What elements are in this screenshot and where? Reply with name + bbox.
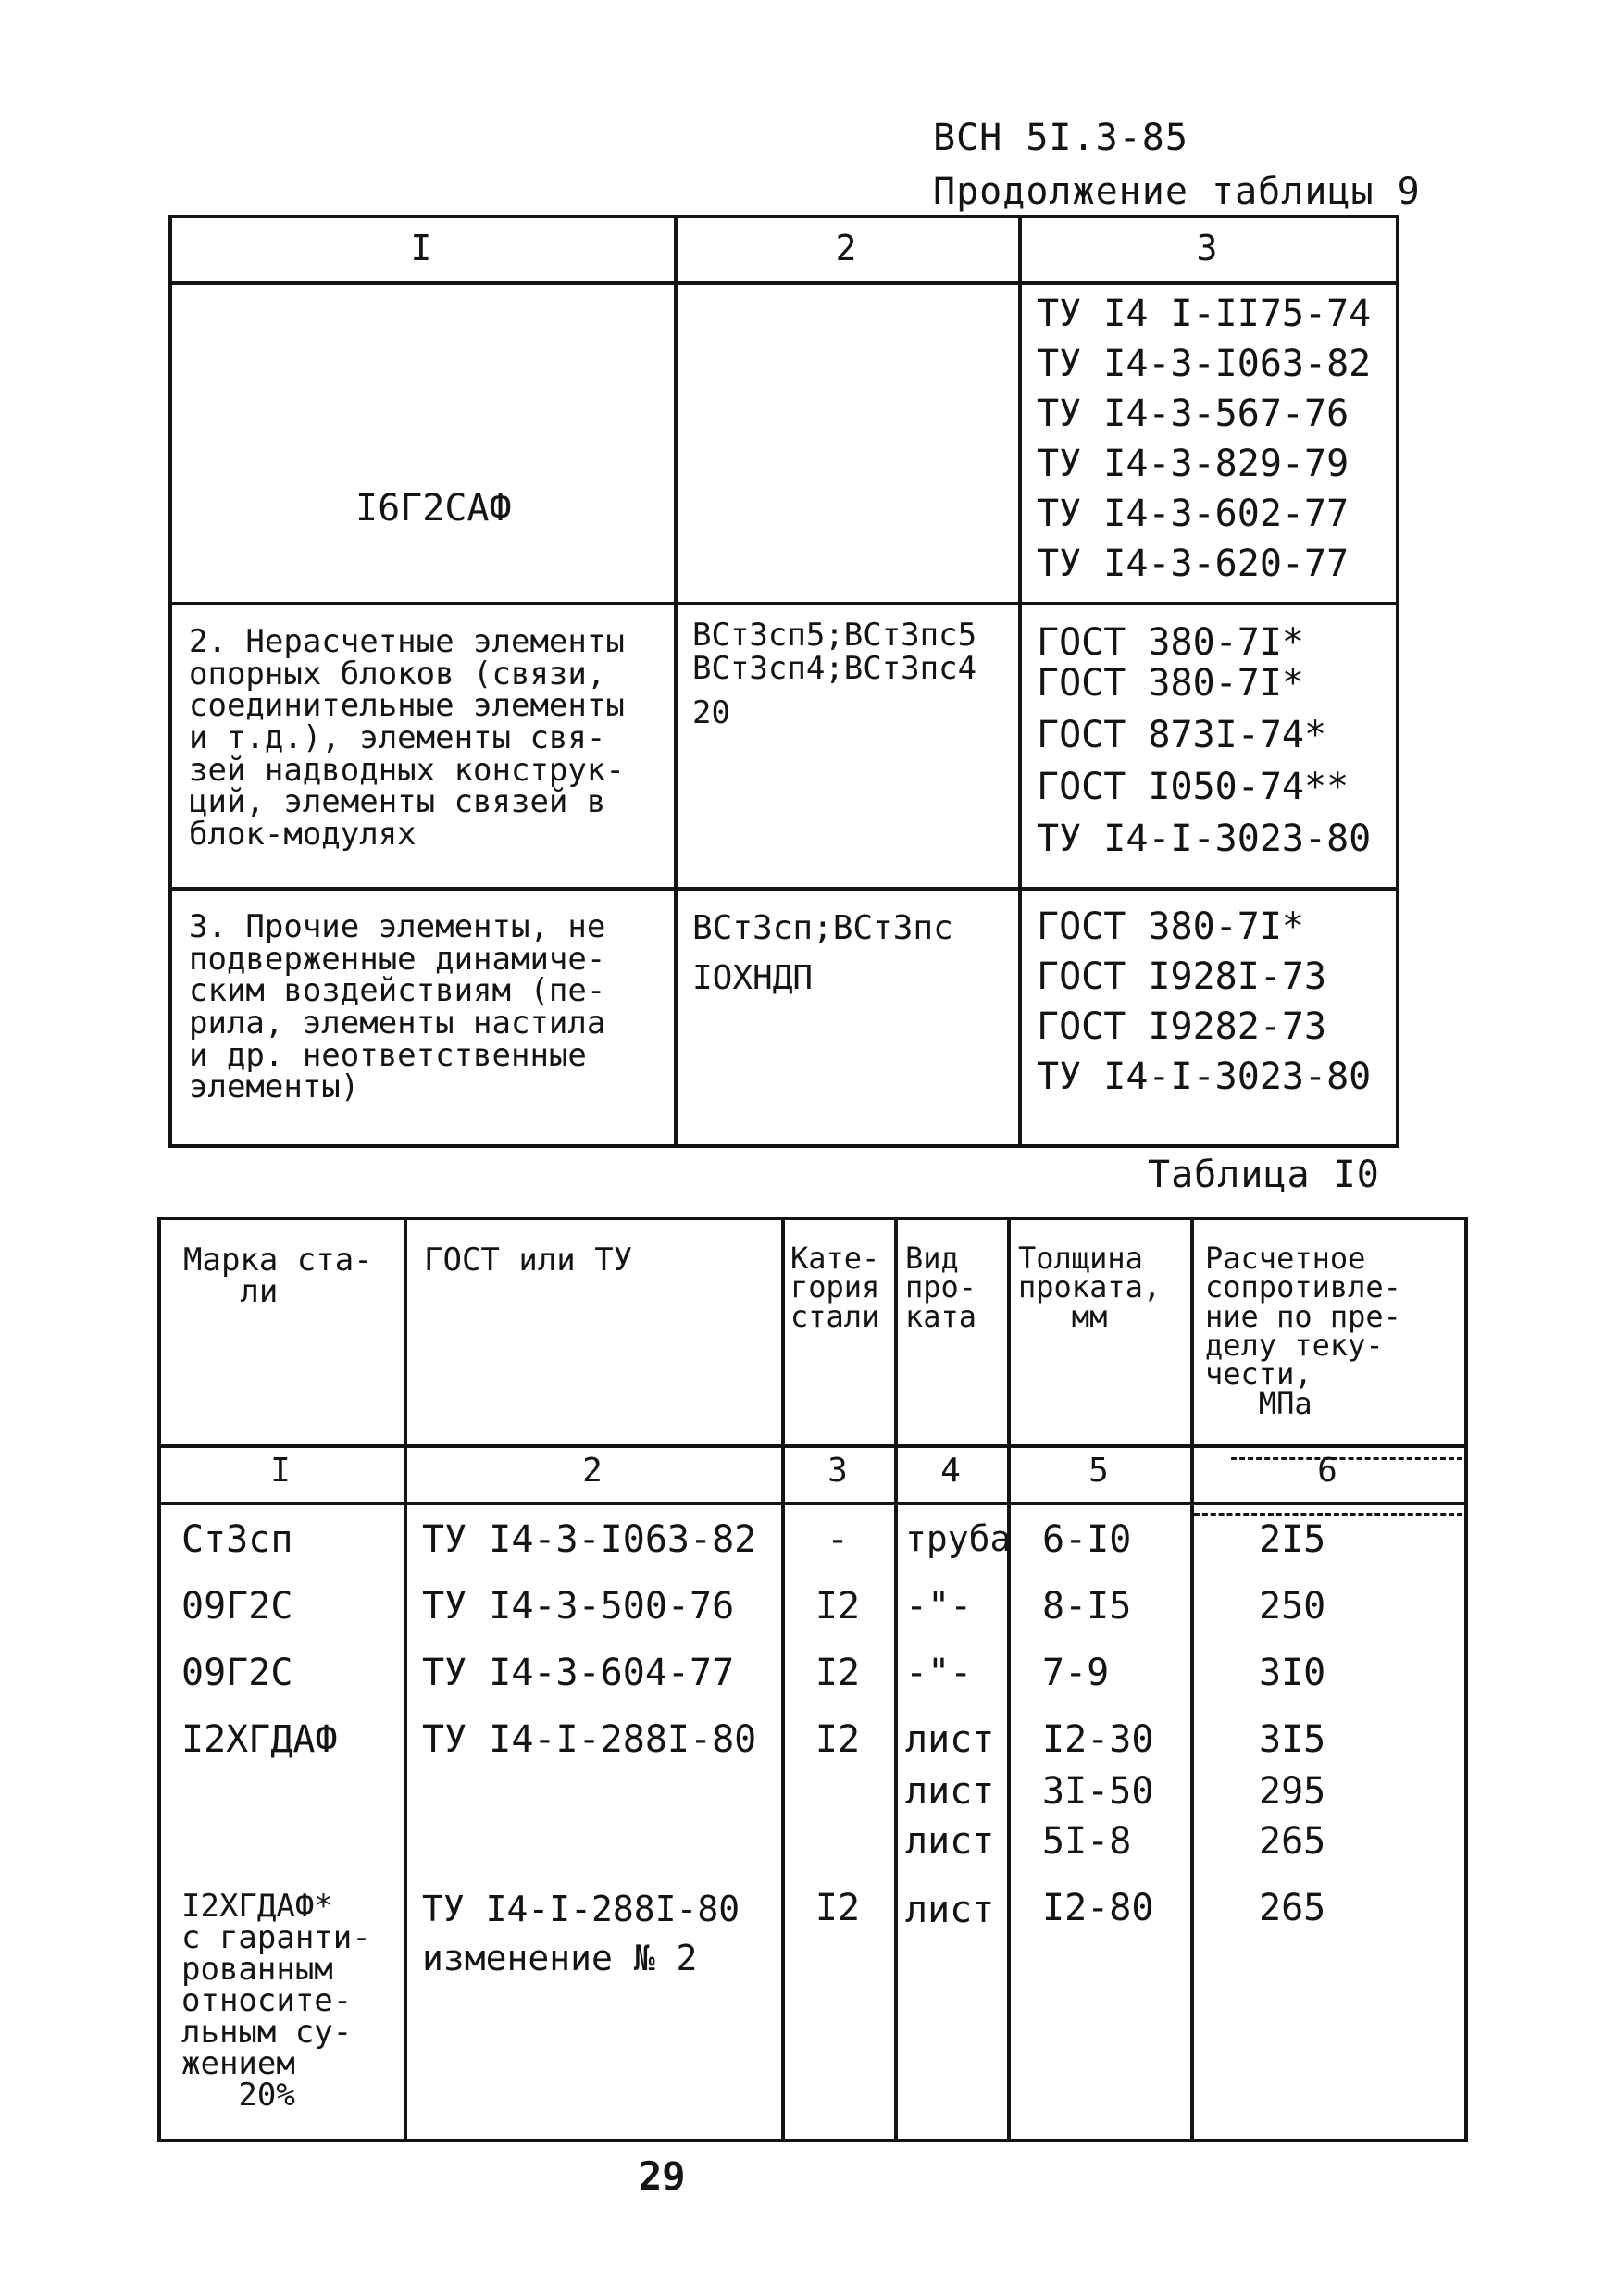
list-item: ГОСТ I050-74** [1037,766,1350,808]
table-row-1-type: -"- [905,1585,973,1628]
table-row-5-type: лист [905,1820,995,1863]
t9-r2-description: 2. Нерасчетные элементы опорных блоков (связи, соединительные элементы и т.д.), элементы свя- зей надводных конструк- ций, элементы связей в блок-модулях [189,623,625,854]
list-item: ТУ I4-I-3023-80 [1037,1055,1372,1098]
table-row-6-resistance: 265 [1259,1887,1326,1929]
t10-col-number-4: 4 [940,1452,961,1490]
list-item: ТУ I4-I-3023-80 [1037,817,1372,860]
table-row-3-category: I2 [815,1718,861,1761]
table-row-3-type: лист [905,1718,995,1761]
table-row-2-gost: ТУ I4-3-604-77 [422,1652,735,1694]
list-item: ГОСТ 873I-74* [1037,714,1327,756]
table-continuation-caption: Продолжение таблицы 9 [933,170,1421,213]
t9-r3-standards [1037,902,1371,1102]
table-row-1-resistance: 250 [1259,1585,1326,1628]
table-row-0-resistance: 2I5 [1259,1518,1326,1561]
table-row-6-grade: I2ХГДАФ* с гаранти- рованным относите- льным су- жением 20% [181,1888,371,2114]
table-row-0-gost: ТУ I4-3-I063-82 [422,1518,757,1561]
list-item: ВСт3сп4;ВСт3пс4 [692,650,977,687]
table-row-2-type: -"- [905,1652,973,1694]
list-item: ГОСТ 380-7I* [1037,621,1304,664]
t9-r3-steel [692,904,953,1004]
table-row-6-category: I2 [815,1887,861,1929]
t10-header-category: Кате- гория стали [790,1241,880,1334]
table-row-1-gost: ТУ I4-3-500-76 [422,1585,735,1628]
list-item: IОХНДП [692,959,814,997]
table-row-5-resistance: 265 [1259,1820,1326,1863]
t10-col-number-2: 2 [582,1452,603,1490]
list-item: ВСт3сп5;ВСт3пс5 [692,617,977,654]
list-item: ВСт3сп;ВСт3пс [692,909,953,947]
t10-header-grade: Марка ста- ли [183,1242,373,1310]
table-row-1-category: I2 [815,1585,861,1628]
t10-header-gost: ГОСТ или ТУ [424,1242,633,1279]
t10-header-resistance: Расчетное сопротивле- ние по пре- делу теку- чести, МПа [1205,1241,1401,1421]
t10-col-number-1: I [270,1452,291,1490]
list-item: ГОСТ I928I-73 [1037,955,1327,998]
t9-col-header-1: I [410,228,432,268]
table-row-6-thickness: I2-80 [1042,1887,1154,1929]
table-row-3-thickness: I2-30 [1042,1718,1154,1761]
list-item: ГОСТ 380-7I* [1037,905,1304,948]
table-row-5-thickness: 5I-8 [1042,1820,1132,1863]
t10-header-type: Вид про- ката [905,1241,977,1334]
table-row-3-resistance: 3I5 [1259,1718,1326,1761]
page-number: 29 [639,2153,686,2199]
t10-col-number-6: 6 [1317,1452,1337,1490]
table-row-4-thickness: 3I-50 [1042,1770,1154,1813]
table-row-1-thickness: 8-I5 [1042,1585,1132,1628]
list-item: ТУ I4 I-II75-74 [1037,293,1372,335]
list-item: ГОСТ 380-7I* [1037,662,1304,705]
table-row-4-resistance: 295 [1259,1770,1326,1813]
table-row-4-type: лист [905,1770,995,1813]
table-row-1-grade: 09Г2С [181,1585,293,1628]
table-row-2-resistance: 3I0 [1259,1652,1326,1694]
list-item: ТУ I4-3-I063-82 [1037,343,1372,385]
table-row-0-grade: Ст3сп [181,1518,293,1561]
table-row-0-thickness: 6-I0 [1042,1518,1132,1561]
t9-col-header-3: 3 [1196,228,1218,268]
table-row-2-category: I2 [815,1652,861,1694]
table-row-0-category: - [826,1518,850,1561]
list-item: 20 [692,694,730,731]
list-item: ТУ I4-3-602-77 [1037,493,1350,535]
list-item: ТУ I4-3-829-79 [1037,443,1350,485]
t9-r2-steel [692,618,976,730]
t9-col-header-2: 2 [835,228,857,268]
table-row-6-gost: ТУ I4-I-288I-80 изменение № 2 [422,1889,740,1979]
table-row-3-grade: I2ХГДАФ [181,1718,338,1761]
table-10-title: Таблица I0 [1148,1154,1380,1196]
document-code: ВСН 5I.3-85 [933,117,1188,159]
table-row-2-grade: 09Г2С [181,1652,293,1694]
t9-r1-standards [1037,289,1371,589]
table-row-2-thickness: 7-9 [1042,1652,1110,1694]
table-9-continuation [168,215,1399,1148]
t10-col-number-3: 3 [827,1452,848,1490]
t10-header-thickness: Толщина проката, мм [1018,1241,1162,1334]
t9-r1-steel: I6Г2САФ [355,487,512,530]
t9-r3-description: 3. Прочие элементы, не подверженные динамиче- ским воздействиям (пе- рила, элементы настила и др. неответственные элементы) [189,908,606,1106]
list-item: ТУ I4-3-567-76 [1037,393,1350,435]
table-row-0-type: труба [905,1518,1012,1559]
t10-col-number-5: 5 [1088,1452,1109,1490]
t9-r2-standards [1037,622,1371,859]
table-10 [157,1217,1472,2142]
table-row-6-type: лист [905,1889,995,1931]
list-item: ГОСТ I9282-73 [1037,1005,1327,1048]
list-item: ТУ I4-3-620-77 [1037,543,1350,585]
table-row-3-gost: ТУ I4-I-288I-80 [422,1718,757,1761]
